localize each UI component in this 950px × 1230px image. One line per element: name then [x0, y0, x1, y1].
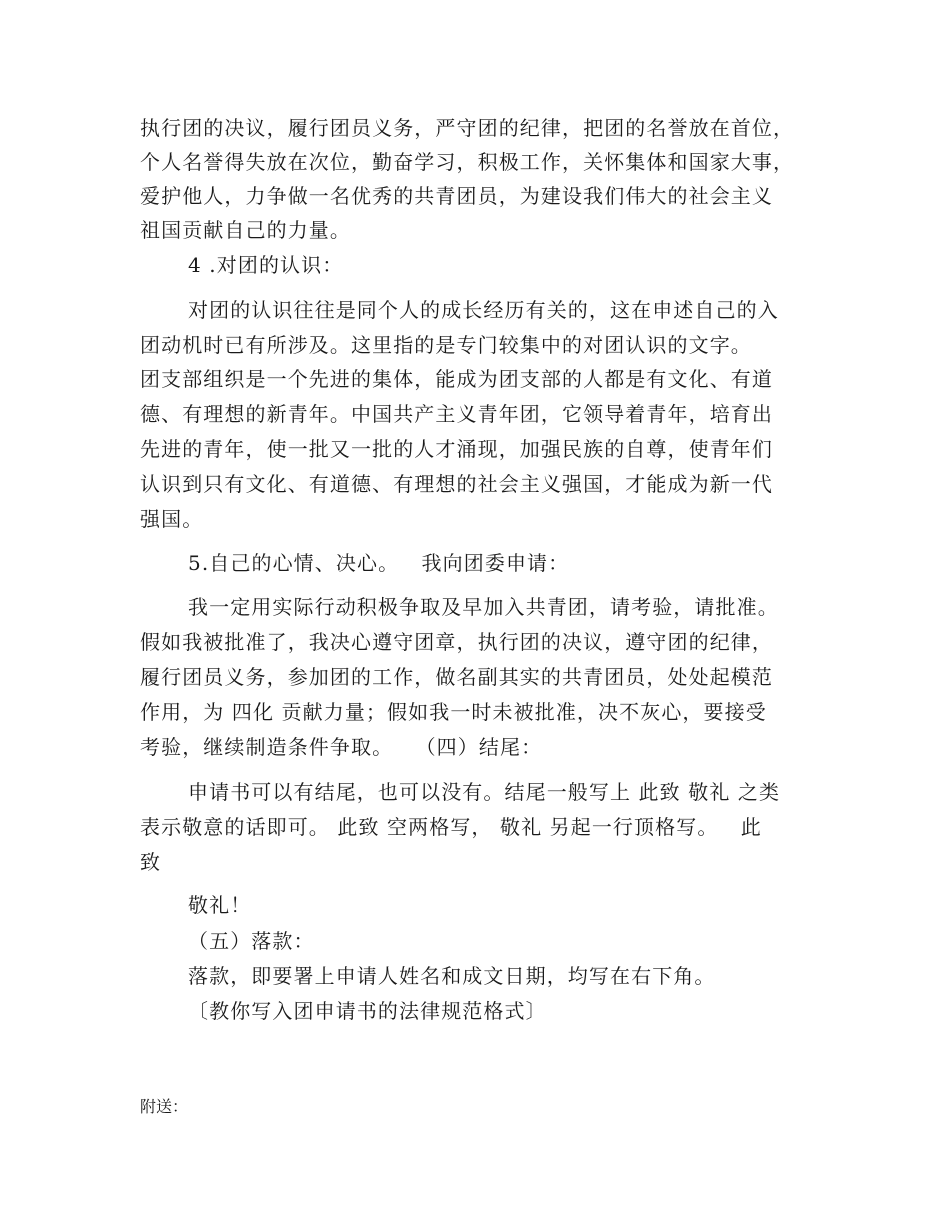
paragraph-line: 表示敬意的话即可。 此致 空两格写， 敬礼 另起一行顶格写。 此: [140, 815, 762, 839]
paragraph-line: 强国。: [140, 507, 204, 531]
paragraph-line: 假如我被批准了，我决心遵守团章，执行团的决议，遵守团的纪律，: [140, 630, 773, 654]
paragraph-line: 申请书可以有结尾，也可以没有。结尾一般写上 此致 敬礼 之类: [188, 780, 781, 804]
paragraph-line: 对团的认识往往是同个人的成长经历有关的，这在申述自己的入: [188, 298, 779, 322]
paragraph-line: 作用，为 四化 贡献力量；假如我一时未被批准，决不灰心，要接受: [140, 700, 767, 724]
paragraph-line: 执行团的决议，履行团员义务，严守团的纪律，把团的名誉放在首位，: [140, 116, 795, 140]
section-heading: （五）落款：: [188, 929, 315, 953]
paragraph-line: 先进的青年，使一批又一批的人才涌现，加强民族的自尊，使青年们: [140, 437, 773, 461]
paragraph-line: 祖国贡献自己的力量。: [140, 218, 351, 242]
section-heading: 4 .对团的认识：: [188, 253, 344, 277]
paragraph-line: 考验，继续制造条件争取。 （四）结尾：: [140, 735, 543, 759]
paragraph-line: 认识到只有文化、有道德、有理想的社会主义强国，才能成为新一代: [140, 472, 773, 496]
paragraph-line: 个人名誉得失放在次位，勤奋学习，积极工作，关怀集体和国家大事，: [140, 150, 795, 174]
section-heading: 5.自己的心情、决心。 我向团委申请：: [188, 551, 570, 575]
paragraph-line: 爱护他人，力争做一名优秀的共青团员，为建设我们伟大的社会主义: [140, 184, 773, 208]
paragraph-line: 德、有理想的新青年。中国共产主义青年团，它领导着青年，培育出: [140, 402, 773, 426]
paragraph-line: 团支部组织是一个先进的集体，能成为团支部的人都是有文化、有道: [140, 367, 773, 391]
paragraph-line: 履行团员义务，参加团的工作，做名副其实的共青团员，处处起模范: [140, 665, 773, 689]
paragraph-line: 我一定用实际行动积极争取及早加入共青团，请考验，请批准。: [188, 595, 779, 619]
salutation-line: 敬礼！: [188, 893, 252, 917]
paragraph-line: 致: [140, 850, 162, 874]
paragraph-line: 团动机时已有所涉及。这里指的是专门较集中的对团认识的文字。: [140, 333, 752, 357]
paragraph-line: 落款，即要署上申请人姓名和成文日期，均写在右下角。: [188, 964, 716, 988]
caption-line: 〔教你写入团申请书的法律规范格式〕: [188, 999, 547, 1023]
attachment-label: 附送：: [140, 1097, 189, 1116]
